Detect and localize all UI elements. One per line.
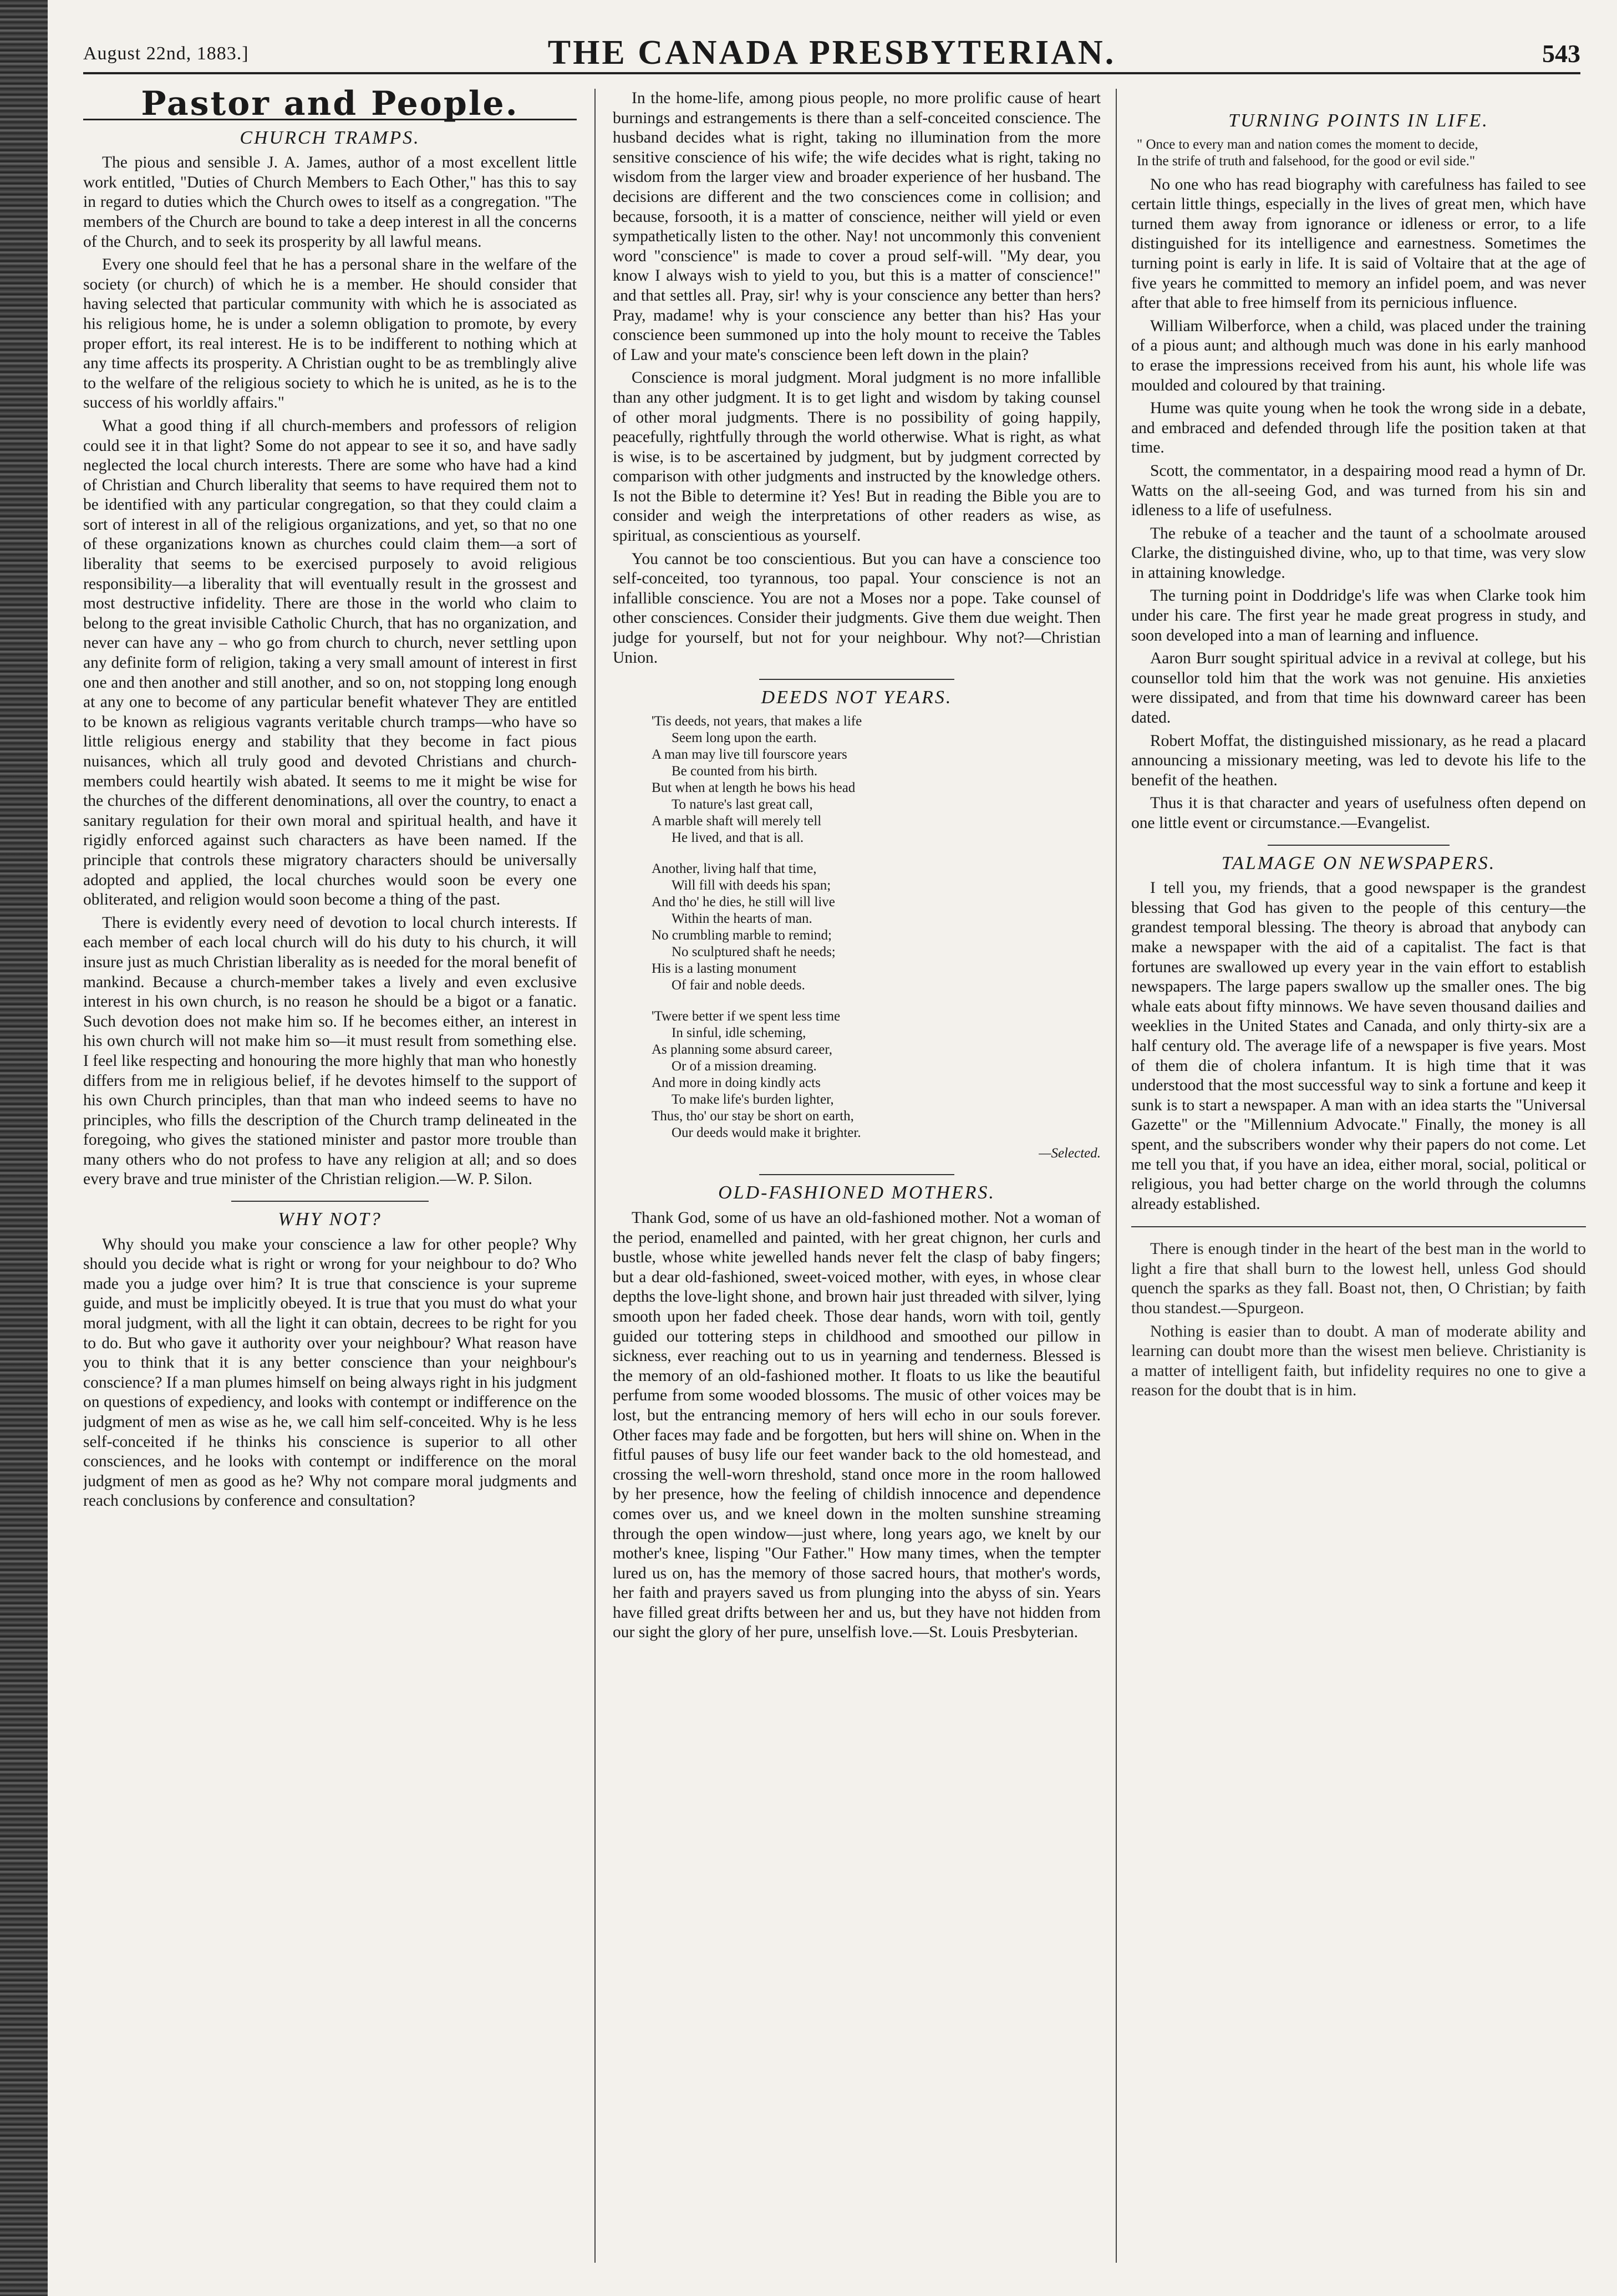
poem-line: Seem long upon the earth. [672,730,817,745]
poem-line: His is a lasting monument [652,961,797,976]
column-divider [594,89,596,2263]
paragraph: Aaron Burr sought spiritual advice in a revival at college, but his counsellor told him that the work was not genuine. His anxieties were dissipated, and from that time his downward career has been dated. [1131,649,1586,727]
paragraph: I tell you, my friends, that a good newspaper is the grandest blessing that God has given to the people of this century—the grandest temporal blessing. The theory is abroad that anybody can make a newspaper with the aid of a capitalist. The fact is that fortunes are swallowed up every year in the vain effort to establish newspapers. The large papers swallow up the smaller ones. The big whale eats about fifty minnows. We have seven thousand dailies and weeklies in the United States and Canada, and only thirty-six are a half century old. The average life of a newspaper is five years. Most of them die of cholera infantum. It is high time that it was understood that the most successful way to sink a fortune and keep it sunk is to start a newspaper. A man with an idea starts the "Universal Gazette" or the "Millennium Advocate." Finally, the money is all spent, and the subscribers wonder why their papers do not come. Let me tell you that, if you have an idea, either moral, social, political or religious, you had better charge on the world through the columns already established. [1131,879,1586,1213]
filler-paragraph: Nothing is easier than to doubt. A man of moderate ability and learning can doubt more than the wisest men believe. Christianity is a matter of intelligent faith, but infidelity requires no one to give a reason for the doubt that is in him. [1131,1322,1586,1400]
article-separator [231,1201,429,1202]
epigraph [1137,136,1586,170]
poem [652,713,1101,1141]
paragraph: Hume was quite young when he took the wrong side in a debate, and embraced and defended through life the position taken at that time. [1131,399,1586,457]
article-separator [1131,1226,1586,1227]
poem-line: To make life's burden lighter, [672,1091,834,1107]
poem-line: No crumbling marble to remind; [652,927,832,943]
epigraph-line: " Once to every man and nation comes the moment to decide, [1137,136,1478,152]
poem-line: Be counted from his birth. [672,763,818,779]
paragraph: Thank God, some of us have an old-fashioned mother. Not a woman of the period, enamelled and painted, with her great chignon, her curls and bustle, whose white jewelled hands never felt the clasp of baby fingers; but a dear old-fashioned, sweet-voiced mother, with eyes, in whose clear depths the love-light shone, and brown hair just threaded with silver, lying smooth upon her faded cheek. Those dear hands, worn with toil, gently guided our tottering steps in childhood and smoothed our pillow in sickness, ever reaching out to us in yearning and tenderness. Blessed is the memory of an old-fashioned mother. It floats to us like the beautiful perfume from some wooded blossoms. The music of other voices may be lost, but the entrancing memory of hers will echo in our souls forever. Other faces may fade and be forgotten, but hers will shine on. When in the fitful pauses of busy life our feet wander back to the old homestead, and crossing the well-worn threshold, stand once more in the room hallowed by her presence, how the feeling of childish innocence and dependence comes over us, and we kneel down in the molten sunshine streaming through the open window—just where, long years ago, we knelt by our mother's knee, lisping "Our Father." How many times, when the tempter lured us on, has the memory of those sacred hours, that mother's words, her faith and prayers saved us from plunging into the abyss of sin. Years have filled great drifts between her and us, but they have not hidden from our sight the glory of her pure, unselfish love.—St. Louis Presbyterian. [613,1209,1101,1642]
article-title-turning-points: TURNING POINTS IN LIFE. [1228,110,1489,131]
poem-line: In sinful, idle scheming, [672,1025,806,1040]
poem-line: No sculptured shaft he needs; [672,944,836,959]
poem-line: As planning some absurd career, [652,1042,832,1057]
newspaper-title: THE CANADA PRESBYTERIAN. [547,34,1116,72]
article-title-talmage: TALMAGE ON NEWSPAPERS. [1221,852,1496,873]
paragraph: Scott, the commentator, in a despairing mood read a hymn of Dr. Watts on the all-seeing God, and was turned from his sin and idleness to a life of usefulness. [1131,461,1586,520]
poem-line: He lived, and that is all. [672,830,804,845]
column-3 [1131,89,1586,2263]
article-title-why-not: WHY NOT? [278,1209,382,1230]
paragraph: Why should you make your conscience a law for other people? Why should you decide what is right or wrong for your neighbour to do? Who made you a judge over him? It is true that conscience is your supreme guide, and must be implicitly obeyed. It is true that you must do what your moral judgment, with all the light it can obtain, decrees to be right for you to do. But who gave it authority over your neighbour? What reason have you to think that it is any better conscience than your neighbour's conscience? If a man plumes himself on being always right in his judgment on questions of expediency, and looks with contempt or indifference on the judgment of men as wise as he, we call him self-conceited. Why is he less self-conceited if he thinks his conscience is superior to all other consciences, and he looks with contempt or indifference on the moral judgment of men as good as he? Why not compare moral judgments and reach conclusions by conference and consultation? [83,1235,577,1510]
paragraph: You cannot be too conscientious. But you can have a conscience too self-conceited, too tyrannous, too papal. Your conscience is not an infallible conscience. You are not a Moses nor a pope. Take counsel of other consciences. Consider their judgments. Give them due weight. Then judge for yourself, but not for your neighbour. Why not?—Christian Union. [613,550,1101,667]
paragraph: The pious and sensible J. A. James, author of a most excellent little work entitled, "Duties of Church Members to Each Other," has this to say in regard to duties which the Church owes to itself as a congregation. "The members of the Church are bound to take a deep interest in all the concerns of the Church, and to seek its prosperity by all lawful means. [83,154,577,251]
paragraph: William Wilberforce, when a child, was placed under the training of a pious aunt; and although much was done in his early manhood to erase the impressions received from his aunt, his whole life was moulded and coloured by that training. [1131,317,1586,394]
article-separator [759,679,954,680]
issue-date: August 22nd, 1883.] [83,43,249,64]
column-2 [613,89,1101,2263]
poem-line: Our deeds would make it brighter. [672,1125,861,1140]
page-header [83,22,1580,74]
paragraph: No one who has read biography with carefulness has failed to see certain little things, especially in the lives of great men, which have turned them away from ignorance or idleness or error, to a life distinguished for its intelligence and earnestness. Sometimes the turning point is early in life. It is said of Voltaire that at the age of five years he committed to memory an infidel poem, and was never after that able to free himself from its pernicious influence. [1131,175,1586,312]
poem-title: DEEDS NOT YEARS. [761,687,953,708]
poem-line: But when at length he bows his head [652,780,856,795]
page-number: 543 [1542,39,1580,68]
paragraph: The turning point in Doddridge's life was when Clarke took him under his care. The first year he made great progress in study, and soon developed into a man of learning and influence. [1131,587,1586,644]
column-1 [83,89,577,2263]
paragraph: Every one should feel that he has a personal share in the welfare of the society (or church) of which he is a member. He should consider that having selected that particular community with which he is associated as his religious home, he is under a solemn obligation to promote, by every proper effort, its real interest. He is to be indifferent to nothing which at any time affects its prosperity. A Christian ought to be as tremblingly alive to the welfare of the religious society to which he is united, as he is to the success of his worldly affairs." [83,256,577,412]
column-divider [1116,89,1117,2263]
article-title-mothers: OLD-FASHIONED MOTHERS. [718,1182,995,1203]
poem-line: Will fill with deeds his span; [672,877,831,893]
poem-line: Or of a mission dreaming. [672,1058,817,1074]
epigraph-line: In the strife of truth and falsehood, for the good or evil side." [1137,153,1476,169]
paragraph: What a good thing if all church-members and professors of religion could see it in that light? Some do not appear to see it so, and have sadly neglected the local church interests. There are some who have had a kind of Christian and Church liberality that seems to have required them not to be identified with any particular congregation, so that they could claim a sort of interest in all of the religious organizations, and yet, so that no one of these organizations known as churches could claim them—a sort of liberality that seems to be exercised purposely to avoid religious responsibility—a liberality that will eventually result in the grossest and most destructive infidelity. There are those in the world who claim to belong to the great invisible Catholic Church, that has no organization, and never can have any – who go from church to church, never settling upon any definite form of religion, taking a very small amount of interest in first one and then another and still another, and so on, not stopping long enough at any one to become of any particular benefit whatever They are entitled to be known as religious vagrants veritable church tramps—who have so little religious energy and stability that they become in fact pious nuisances, which all truly good and devoted Christians and church-members could heartily wish abated. It seems to me it might be wise for the churches of the different denominations, all over the country, to enact a sanitary regulation for their own moral and spiritual health, and have it rigidly enforced against such characters as have been named. If the principle that controls these migratory characters should be universally adopted and applied, the local churches would soon be every one obliterated, and religion would soon become a thing of the past. [83,416,577,909]
filler-paragraph: There is enough tinder in the heart of the best man in the world to light a fire that shall burn to the lowest hell, unless God should quench the sparks as they fall. Boast not, then, O Christian; by faith thou standest.—Spurgeon. [1131,1240,1586,1318]
poem-line: Within the hearts of man. [672,911,812,926]
page-binding-edge [0,0,48,2296]
poem-line: And tho' he dies, he still will live [652,894,835,910]
poem-line: A man may live till fourscore years [652,746,847,762]
poem-line: Of fair and noble deeds. [672,977,805,993]
paragraph: There is evidently every need of devotion to local church interests. If each member of each local church will do his duty to his church, it will insure just as much Christian liberality as is needed for the moral benefit of mankind. Because a church-member takes a lively and even exclusive interest in his own church, is no reason he should be a bigot or a fanatic. Such devotion does not make him so. If he becomes either, an interest in his own church will not make him so—it must result from something else. I feel like respecting and honouring the more highly that man who honestly differs from me in religious belief, if he devotes himself to the support of his own Church principles, than that man who indeed seems to have no principles, who fills the description of the Church tramp delineated in the foregoing, who gives the stationed minister and pastor more trouble than many others who do not profess to have any religion at all; and so does every brave and true minister of the Christian religion.—W. P. Silon. [83,913,577,1188]
poem-line: Another, living half that time, [652,861,817,876]
paragraph: Thus it is that character and years of usefulness often depend on one little event or circumstance.—Evangelist. [1131,794,1586,832]
paragraph: The rebuke of a teacher and the taunt of a schoolmate aroused Clarke, the distinguished divine, who, up to that time, was very slow in attaining knowledge. [1131,524,1586,582]
article-separator [1268,845,1450,846]
poem-line: And more in doing kindly acts [652,1075,821,1090]
poem-line: To nature's last great call, [672,796,813,812]
poem-line: Thus, tho' our stay be short on earth, [652,1108,854,1124]
paragraph: Robert Moffat, the distinguished missionary, as he read a placard announcing a missionary meeting, was led to devote his life to the benefit of the heathen. [1131,732,1586,789]
poem-line: 'Tis deeds, not years, that makes a life [652,713,862,729]
section-heading: Pastor and People. [83,94,577,120]
paragraph: Conscience is moral judgment. Moral judgment is no more infallible than any other judgment. It is to get light and wisdom by taking counsel of other moral judgments. There is no possibility of going happily, peacefully, rightfully through the world otherwise. What is right, as what is wise, is to be ascertained by judgment, but by judgment corrected by comparison with other judgments and instructed by the knowledge others. Is not the Bible to determine it? Yes! But in reading the Bible you are to consider and weigh the interpretations of other readers as wise, as spiritual, as conscientious as yourself. [613,369,1101,545]
filler-items [1131,1240,1586,1401]
paragraph: In the home-life, among pious people, no more prolific cause of heart burnings and estrangements is there than a self-conceited conscience. The husband decides what is right, taking no illumination from the more sensitive conscience of his wife; the wife decides what is right, taking no wisdom from the larger view and broader experience of her husband. The decisions are different and the two consciences come in collision; and because, forsooth, it is a matter of conscience, neither will yield or even sympathetically listen to the other. Nay! not uncommonly this convenient word "conscience" is made to cover a proud self-will. "My dear, you know I always wish to yield to you, but this is a matter of conscience!" and that settles all. Pray, sir! why is your conscience any better than hers? Pray, madame! why is your conscience any better than his? Has your conscience been summoned up into the holy mount to receive the Tables of Law and your mate's conscience been left down in the plain? [613,89,1101,364]
poem-line: 'Twere better if we spent less time [652,1008,841,1024]
poem-source: —Selected. [1039,1145,1101,1161]
poem-line: A marble shaft will merely tell [652,813,822,829]
article-title-church-tramps: CHURCH TRAMPS. [240,127,420,148]
article-separator [759,1174,954,1175]
